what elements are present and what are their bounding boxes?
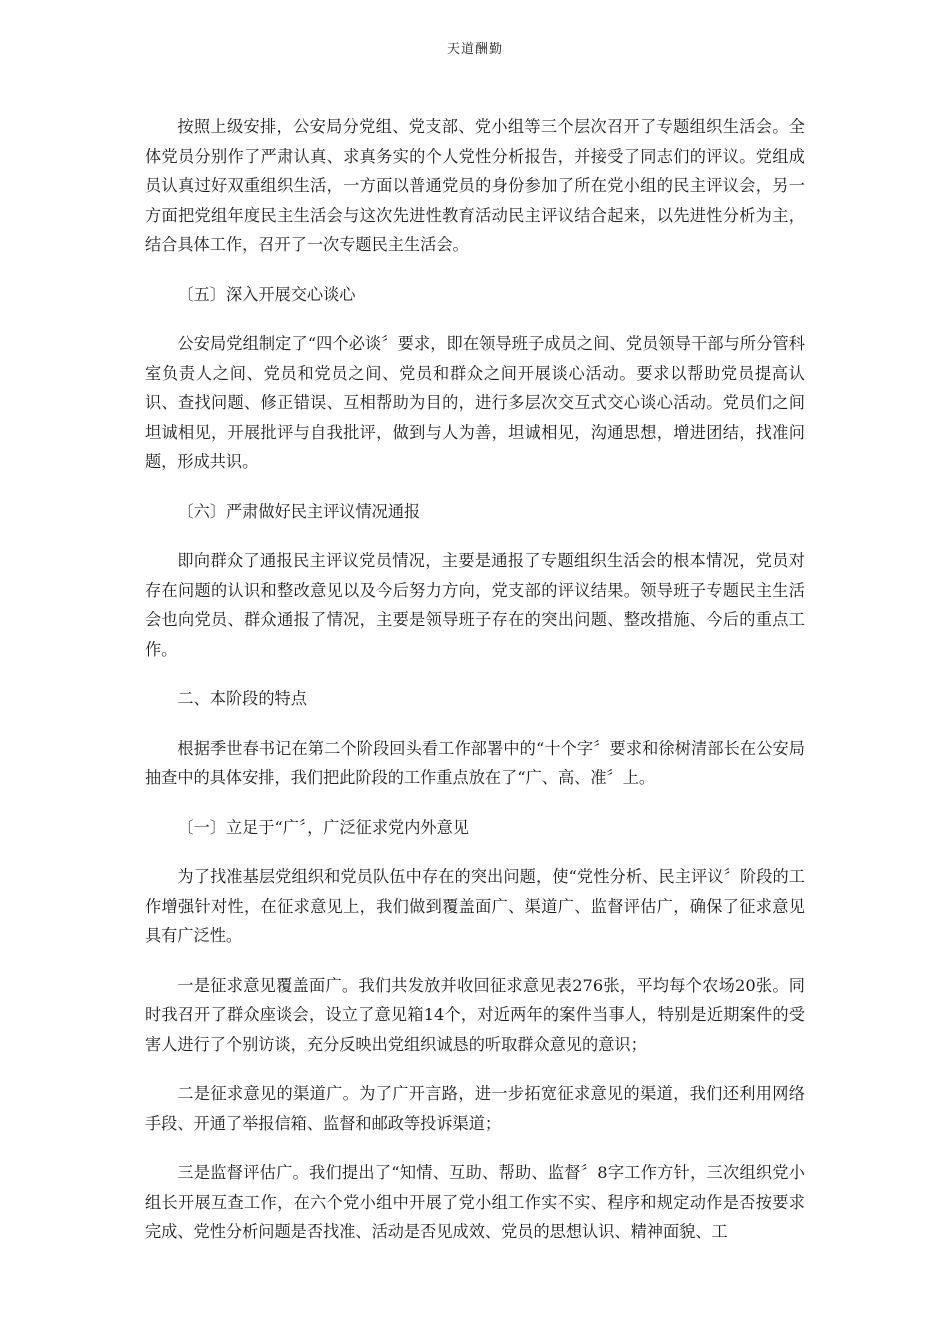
section-heading-characteristics: 二、本阶段的特点 [177, 689, 307, 708]
paragraph-party-life-meetings: 按照上级安排，公安局分党组、党支部、党小组等三个层次召开了专题组织生活会。全体党员分别作了严肃认真、求真务实的个人党性分析报告，并接受了同志们的评议。党组成员认真过好双重组织生活，一方面以普通党员的身份参加了所在党小组的民主评议会，另一方面把党组年度民主生活会与这次先进性教育活动民主评议结合起来，以先进性分析为主，结合具体工作，召开了一次专题民主生活会。 [145, 117, 805, 254]
section-heading-six: 〔六〕严肃做好民主评议情况通报 [177, 501, 421, 521]
document-body [145, 112, 805, 1267]
paragraph-point-three: 三是监督评估广。我们提出了“知情、互助、帮助、监督〞8字工作方针，三次组织党小组长开展互查工作，在六个党小组中开展了党小组工作实不实、程序和规定动作是否按要求完成、党性分析问题是否找准、活动是否见成效、党员的思想认识、精神面貌、工 [145, 1163, 805, 1241]
section-heading-five: 〔五〕深入开展交心谈心 [177, 284, 356, 304]
page-header: 天道酬勤 [446, 42, 503, 57]
paragraph-point-two: 二是征求意见的渠道广。为了广开言路，进一步拓宽征求意见的渠道，我们还利用网络手段、开通了举报信箱、监督和邮政等投诉渠道； [145, 1084, 805, 1133]
paragraph-point-one: 一是征求意见覆盖面广。我们共发放并收回征求意见表276张，平均每个农场20张。同时我召开了群众座谈会，设立了意见箱14个，对近两年的案件当事人，特别是近期案件的受害人进行了个别访谈，充分反映出党组织诚恳的听取群众意见的意识； [145, 975, 805, 1054]
paragraph-work-focus: 根据季世春书记在第二个阶段回头看工作部署中的“十个字〞要求和徐树清部长在公安局抽查中的具体安排，我们把此阶段的工作重点放在了“广、高、准〞上。 [145, 738, 805, 787]
subsection-heading-one: 〔一〕立足于“广〞，广泛征求党内外意见 [177, 817, 469, 837]
paragraph-evaluation-report: 即向群众了通报民主评议党员情况，主要是通报了专题组织生活会的根本情况，党员对存在问题的认识和整改意见以及今后努力方向，党支部的评议结果。领导班子专题民主生活会也向党员、群众通报了情况，主要是领导班子存在的突出问题、整改措施、今后的重点工作。 [145, 551, 805, 659]
paragraph-heart-to-heart-talks: 公安局党组制定了“四个必谈〞要求，即在领导班子成员之间、党员领导干部与所分管科室负责人之间、党员和党员之间、党员和群众之间开展谈心活动。要求以帮助党员提高认识、查找问题、修正错误、互相帮助为目的，进行多层次交互式交心谈心活动。党员们之间坦诚相见，开展批评与自我批评，做到与人为善，坦诚相见，沟通思想，增进团结，找准问题，形成共识。 [145, 334, 805, 471]
paragraph-solicit-opinions: 为了找准基层党组织和党员队伍中存在的突出问题，使“党性分析、民主评议〞阶段的工作增强针对性，在征求意见上，我们做到覆盖面广、渠道广、监督评估广，确保了征求意见具有广泛性。 [145, 867, 805, 945]
